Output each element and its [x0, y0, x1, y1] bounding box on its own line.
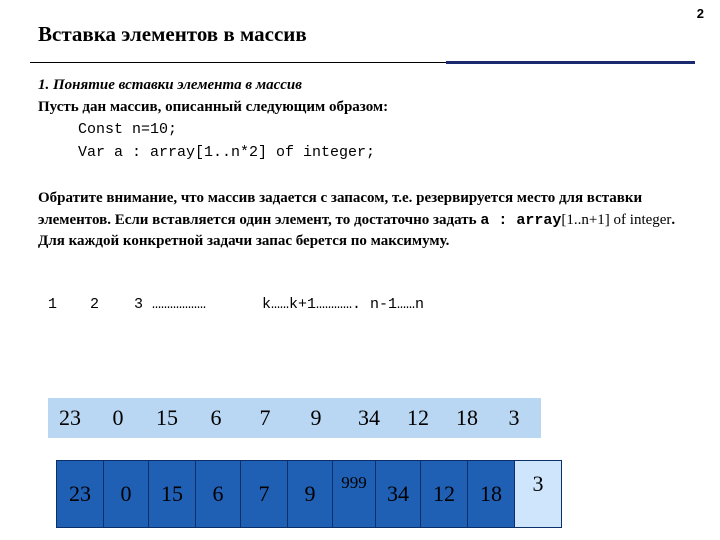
array-cell: 18	[467, 460, 515, 528]
array-cell: 12	[420, 460, 468, 528]
array-cell: 9	[287, 460, 333, 528]
page-number: 2	[696, 6, 704, 21]
array-cell: 7	[259, 405, 271, 430]
array-cell: 34	[358, 405, 380, 430]
array-before-insertion	[48, 398, 541, 438]
array-cell-new-last: 3	[514, 460, 562, 528]
array-cell: 34	[375, 460, 421, 528]
array-cell-inserted: 999	[332, 460, 376, 528]
array-cell: 9	[310, 405, 322, 430]
section-heading: 1. Понятие вставки элемента в массив	[38, 77, 302, 93]
index-label-k-n: k……k+1…………. n-1……n	[262, 296, 425, 313]
array-cell: 0	[112, 405, 124, 430]
array-cell: 18	[456, 405, 478, 430]
paragraph-code-fragment: a : array	[480, 211, 562, 229]
index-label-3: 3 ………………	[134, 296, 207, 313]
array-cell: 6	[210, 405, 222, 430]
paragraph-part3: . Для каждой конкретной задачи запас берется по максимуму.	[38, 211, 676, 249]
code-line-const: Const n=10;	[78, 121, 178, 138]
array-cell: 7	[240, 460, 288, 528]
index-label-1: 1	[48, 296, 58, 313]
array-after-insertion	[56, 460, 561, 528]
array-cell: 6	[195, 460, 241, 528]
array-cell: 23	[59, 405, 81, 430]
array-cell: 15	[148, 460, 196, 528]
explanation-paragraph	[38, 188, 688, 253]
array-cell: 12	[407, 405, 429, 430]
array-cell: 23	[56, 460, 104, 528]
array-cell: 3	[508, 405, 520, 430]
intro-line: Пусть дан массив, описанный следующим образом:	[38, 99, 389, 115]
array-cell: 15	[156, 405, 178, 430]
code-line-var: Var a : array[1..n*2] of integer;	[78, 144, 376, 161]
array-cell: 0	[103, 460, 149, 528]
title-divider-accent	[446, 61, 695, 64]
paragraph-part2: [1..n+1] of integer	[561, 211, 672, 228]
index-label-2: 2	[90, 296, 100, 313]
paragraph-part1: Обратите внимание, что массив задается с запасом, т.е. резервируется место для вставки элементов. Если вставляется один элемент, то достаточно задать	[38, 190, 643, 228]
slide-title: Вставка элементов в массив	[38, 22, 307, 46]
